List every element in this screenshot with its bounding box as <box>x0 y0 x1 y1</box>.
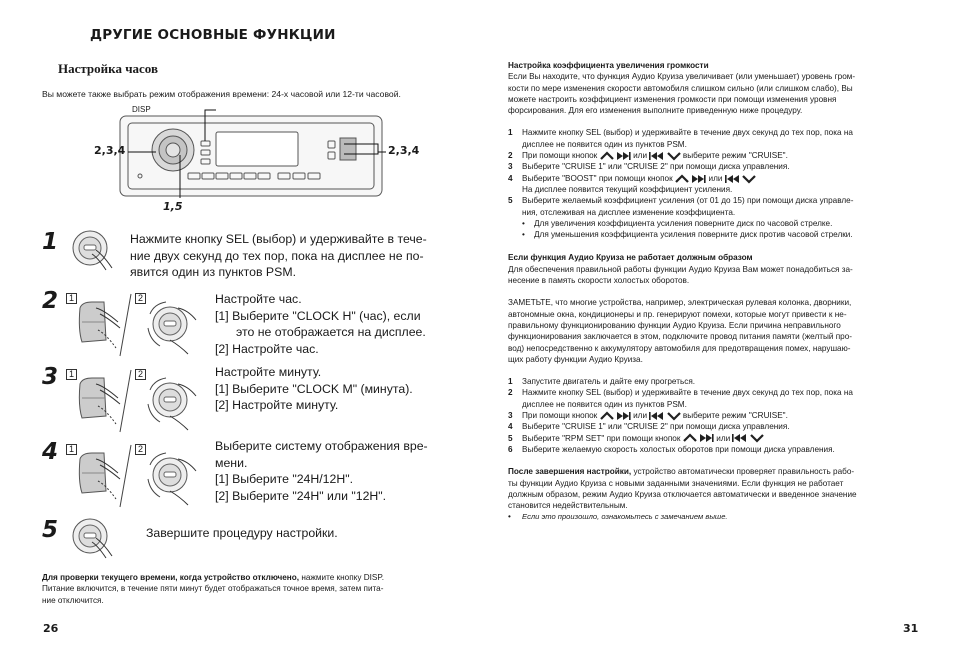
heading-volume-coefficient: Настройка коэффициента увеличения громкости <box>508 61 709 70</box>
turn-dial-icon <box>140 298 200 358</box>
down-arrow-button-icon <box>742 174 756 184</box>
fast-forward-button-icon <box>616 151 631 161</box>
down-arrow-button-icon <box>750 433 764 443</box>
step-number-3: 3 <box>42 364 59 390</box>
press-up-down-buttons-icon <box>74 300 124 352</box>
bullet-item: • Для уменьшения коэффициента усиления поверните диск против часовой стрелки. <box>522 230 853 240</box>
step-number-2: 2 <box>42 288 59 314</box>
fast-forward-button-icon <box>691 174 706 184</box>
list1-item: 1 Нажмите кнопку SEL (выбор) и удерживайте в течение двух секунд до тех пор, пока на дисплее не появится один из пунктов PSM. <box>508 128 853 149</box>
press-sel-dial-icon <box>70 516 118 564</box>
step-number-4: 4 <box>42 439 59 465</box>
list2-item: 4 Выберите "CRUISE 1" или "CRUISE 2" при помощи диска управления. <box>508 422 790 432</box>
step-2-text: Настройте час. [1] Выберите "CLOCK H" (час), если это не отображается на дисплее. [2] Настройте час. <box>215 292 426 356</box>
divider-slash <box>118 292 132 358</box>
rewind-button-icon <box>732 433 747 443</box>
sub-step-box-2: 2 <box>135 293 146 304</box>
step-number-1: 1 <box>42 229 59 255</box>
page-number-right: 31 <box>903 622 919 635</box>
list2-item: 3 При помощи кнопок или выберите режим "CRUISE". <box>508 411 788 421</box>
check-time-note: Для проверки текущего времени, когда устройство отключено, нажмите кнопку DISP. Питание включится, в течение пяти минут будет отображаться точное время, затем пита- ние отключится. <box>42 573 385 605</box>
press-up-down-buttons-icon <box>74 451 124 503</box>
sub-step-box-1: 1 <box>66 293 77 304</box>
sub-step-box-1: 1 <box>66 444 77 455</box>
subsection-title: Настройка часов <box>58 61 158 76</box>
step-4-text: Выберите систему отображения вре- мени. [1] Выберите "24H/12H". [2] Выберите "24H" или "12H". <box>215 439 428 503</box>
press-sel-dial-icon <box>70 228 118 276</box>
step-3-text: Настройте минуту. [1] Выберите "CLOCK M" (минута). [2] Настройте минуту. <box>215 365 413 412</box>
fast-forward-button-icon <box>699 433 714 443</box>
up-arrow-button-icon <box>675 174 689 184</box>
list1-item: 3 Выберите "CRUISE 1" или "CRUISE 2" при помощи диска управления. <box>508 162 790 172</box>
rewind-button-icon <box>725 174 740 184</box>
sub-step-box-2: 2 <box>135 444 146 455</box>
intro-text: Вы можете также выбрать режим отображения времени: 24-х часовой или 12-ти часовой. <box>42 89 401 99</box>
down-arrow-button-icon <box>667 151 681 161</box>
head-unit-diagram <box>88 100 428 218</box>
page-number-left: 26 <box>43 622 59 635</box>
rewind-button-icon <box>649 151 664 161</box>
heading-cruise-troubleshoot: Если функция Аудио Круиза не работает должным образом <box>508 253 753 263</box>
callout-bottom: 1,5 <box>163 200 183 213</box>
up-arrow-button-icon <box>600 151 614 161</box>
fast-forward-button-icon <box>616 411 631 421</box>
sub-step-box-1: 1 <box>66 369 77 380</box>
list2-item: 1 Запустите двигатель и дайте ему прогреться. <box>508 377 696 387</box>
divider-slash <box>118 368 132 434</box>
list2-item: 2 Нажмите кнопку SEL (выбор) и удерживайте в течение двух секунд до тех пор, пока на дисплее не появится один из пунктов PSM. <box>508 388 853 409</box>
callout-right: 2,3,4 <box>388 144 420 157</box>
turn-dial-icon <box>140 374 200 434</box>
section-title: ДРУГИЕ ОСНОВНЫЕ ФУНКЦИИ <box>90 27 336 43</box>
car-stereo-illustration <box>88 100 428 218</box>
volume-coefficient-section: Настройка коэффициента увеличения громкости Если Вы находите, что функция Аудио Круиза увеличивает (или уменьшает) уровень гром- кости по мере изменения скорости автомобиля слишком сильно (или слишком слабо), Вы можете настроить коэффициент изменения громкости при помощи изменения уровня форсирования. Для его изменения выполните приведенную ниже процедуру. 1 Нажмите кнопку SEL (выбор) и удерживайте в течение двух секунд до тех пор, пока на дисплее не появится один из пунктов PSM. 2 При помощи кнопок или выберите режим "CRUISE". 3 Выберите "CRUISE 1" или "CRUISE 2" при помощи диска управления. 4 Выберите "BOOST" при помощи кнопок или На дисплее появится текущий коэффициент усиления. 5 Выберите желаемый коэффициент усиления (от 01 до 15) при помощи диска управле- ния, отслеживая на дисплее изменение коэффициента. • Для увеличения коэффициента усиления поверните диск по часовой стрелке. • Для уменьшения коэффициента усиления поверните диск против часовой стрелки. Если функция Аудио Круиза не работает должным образом Для обеспечения правильной работы функции Аудио Круиза Вам может понадобиться за- несение в память скорости холостых оборотов. ЗАМЕТЬТЕ, что многие устройства, например, электрическая рулевая колонка, дворники, автономные окна, кондиционеры и пр. генерируют помехи, которые могут привести к не- правильному функционированию функции Аудио Круиза. Если причина неправильного функционирования заключается в этом, подключите провод питания памяти (желтый про- вод) непосредственно к аккумулятору автомобиля для предотвращения помех, нарушаю- щих работу функции Аудио Круиза. 1 Запустите двигатель и дайте ему прогреться. 2 Нажмите кнопку SEL (выбор) и удерживайте в течение двух секунд до тех пор, пока на дисплее не появится один из пунктов PSM. 3 При помощи кнопок или выберите режим "CRUISE". 4 Выберите "CRUISE 1" или "CRUISE 2" при помощи диска управления. 5 Выберите "RPM SET" при помощи кнопок или 6 Выберите желаемую скорость холостых оборотов при помощи диска управления. После завершения настройки, устройство автоматически проверяет правильность рабо- ты функции Аудио Круиза с новыми заданными значениями. Если функция не работает должным образом, режим Аудио Круиза отключается автоматически и введенное значение становится недействительным. • Если это произошло, ознакомьтесь с замечанием выше. <box>508 60 914 523</box>
list2-item: 5 Выберите "RPM SET" при помощи кнопок или <box>508 433 914 444</box>
divider-slash <box>118 443 132 509</box>
step-5-text: Завершите процедуру настройки. <box>146 526 338 540</box>
step-1-text: Нажмите кнопку SEL (выбор) и удерживайте в тече- ние двух секунд до тех пор, пока на дисплее не по- явится один из пунктов PSM. <box>130 232 427 279</box>
up-arrow-button-icon <box>600 411 614 421</box>
down-arrow-button-icon <box>667 411 681 421</box>
up-arrow-button-icon <box>683 433 697 443</box>
turn-dial-icon <box>140 449 200 509</box>
press-up-down-buttons-icon <box>74 376 124 428</box>
list1-item: 4 Выберите "BOOST" при помощи кнопок или На дисплее появится текущий коэффициент усиления. <box>508 173 914 196</box>
bullet-item: • Если это произошло, ознакомьтесь с замечанием выше. <box>508 512 728 522</box>
list1-item: 2 При помощи кнопок или выберите режим "CRUISE". <box>508 151 788 161</box>
list2-item: 6 Выберите желаемую скорость холостых оборотов при помощи диска управления. <box>508 444 835 454</box>
rewind-button-icon <box>649 411 664 421</box>
sub-step-box-2: 2 <box>135 369 146 380</box>
list1-item: 5 Выберите желаемый коэффициент усиления (от 01 до 15) при помощи диска управле- ния, отслеживая на дисплее изменение коэффициента. <box>508 196 854 217</box>
step-number-5: 5 <box>42 517 59 543</box>
bullet-item: • Для увеличения коэффициента усиления поверните диск по часовой стрелке. <box>522 218 833 228</box>
callout-left: 2,3,4 <box>94 144 126 157</box>
disp-label: DISP <box>132 105 151 114</box>
